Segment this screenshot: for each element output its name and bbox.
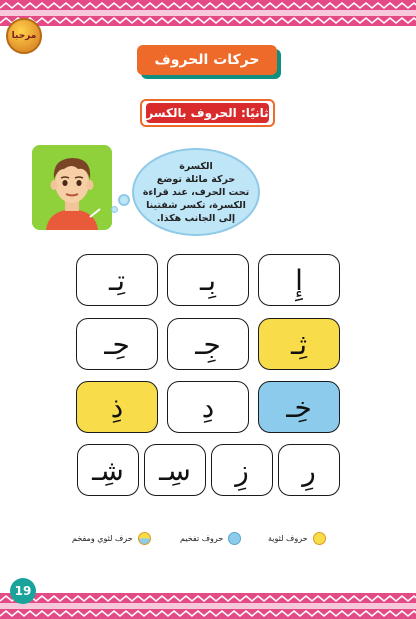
split-dot-icon bbox=[138, 532, 151, 545]
section-subtitle-frame bbox=[140, 99, 275, 127]
letter-tile[interactable]: زِ bbox=[211, 444, 273, 496]
page-number: 19 bbox=[10, 578, 36, 604]
letter-tile[interactable]: إِ bbox=[258, 254, 340, 306]
letter-tile[interactable]: حِـ bbox=[76, 318, 158, 370]
boy-illustration bbox=[32, 145, 112, 230]
boy-face-icon bbox=[32, 145, 112, 230]
page-title-banner bbox=[137, 45, 279, 79]
legend-label: حروف تفخيم bbox=[180, 534, 224, 543]
speech-bubble bbox=[132, 148, 260, 236]
yellow-dot-icon bbox=[313, 532, 326, 545]
bubble-tail-small bbox=[111, 206, 118, 213]
letter-tile[interactable]: جِـ bbox=[167, 318, 249, 370]
legend-label: حروف لثوية bbox=[268, 534, 308, 543]
publisher-logo bbox=[6, 18, 42, 54]
letter-tile[interactable]: سِـ bbox=[144, 444, 206, 496]
letter-tile[interactable]: ثِـ bbox=[258, 318, 340, 370]
top-border-decoration bbox=[0, 0, 416, 26]
letter-tile[interactable]: تِـ bbox=[76, 254, 158, 306]
letter-tile[interactable]: ذِ bbox=[76, 381, 158, 433]
legend-label: حرف لثوي ومفخم bbox=[72, 534, 133, 543]
zigzag-pattern-top bbox=[0, 0, 416, 26]
letter-tile[interactable]: شِـ bbox=[77, 444, 139, 496]
letter-tile[interactable]: رِ bbox=[278, 444, 340, 496]
legend-item-both bbox=[72, 532, 151, 545]
speech-bubble-text: الكسرة حركة مائلة توضع تحت الحرف، عند قراءة الكسرة، تكسر شفتينا إلى الجانب هكذا. bbox=[142, 160, 250, 224]
letter-tile[interactable]: بِـ bbox=[167, 254, 249, 306]
blue-dot-icon bbox=[228, 532, 241, 545]
logo-text: مرحبا bbox=[11, 31, 37, 41]
legend-item-alveolar bbox=[268, 532, 326, 545]
legend-item-emphatic bbox=[180, 532, 241, 545]
letter-tile[interactable]: دِ bbox=[167, 381, 249, 433]
letter-tile[interactable]: خِـ bbox=[258, 381, 340, 433]
zigzag-pattern-bottom bbox=[0, 593, 416, 619]
bubble-tail-large bbox=[118, 194, 130, 206]
page-title: حركات الحروف bbox=[137, 45, 277, 75]
bottom-border-decoration bbox=[0, 593, 416, 619]
section-subtitle: ثانيًا: الحروف بالكسر bbox=[146, 103, 269, 123]
